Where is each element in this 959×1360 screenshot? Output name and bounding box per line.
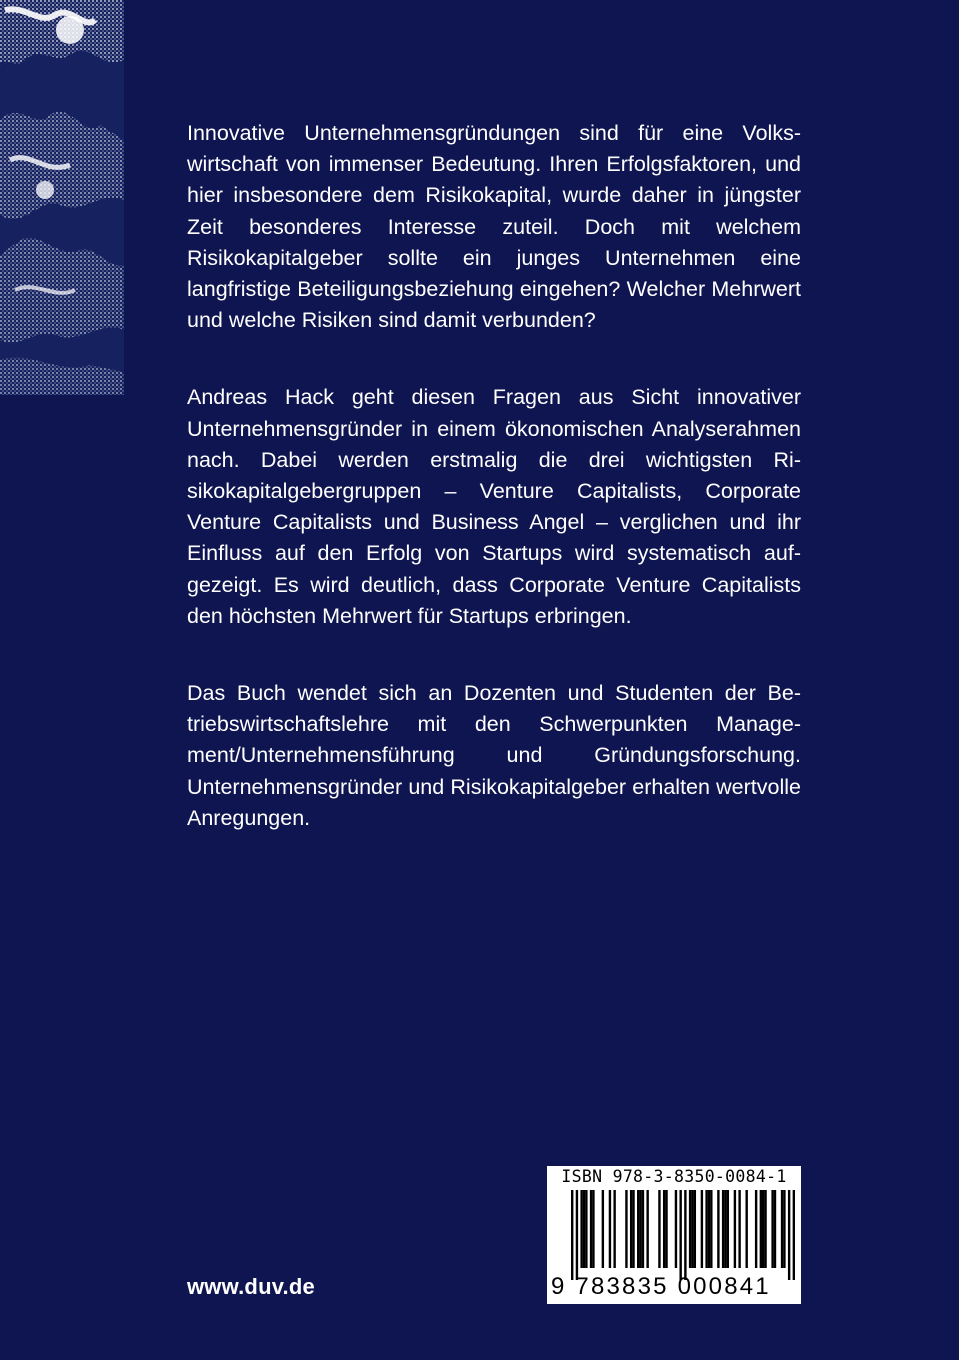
barcode-bars xyxy=(553,1190,795,1280)
barcode-bar xyxy=(701,1190,703,1268)
barcode-bar xyxy=(745,1190,747,1268)
barcode-bar xyxy=(583,1190,585,1268)
barcode-bar xyxy=(663,1190,665,1268)
blurb-paragraph-3: Das Buch wendet sich an Dozenten und Studenten der Betriebswirtschaftslehre mit den Schwerpunkten Management/Unternehmensführung und Gründungsforschung. Unternehmensgründer und Risikokapitalgeber erhalten wertvolle Anregungen. xyxy=(187,681,801,830)
barcode-bar xyxy=(738,1190,740,1268)
barcode-bar xyxy=(722,1190,724,1268)
barcode-bar xyxy=(602,1190,604,1268)
barcode-bar xyxy=(717,1190,719,1268)
barcode-bar xyxy=(788,1190,790,1280)
barcode-bar xyxy=(781,1190,783,1268)
barcode-bar xyxy=(708,1190,710,1268)
barcode-bar xyxy=(630,1190,632,1268)
blurb-paragraph-2: Andreas Hack geht diesen Fragen aus Sicht innovativer Unternehmensgründer in einem ökonomischen Analyserahmen nach. Dabei werden erstmalig die drei wichtigsten Risikokapitalgebergruppen – Venture Capitalists, Corporate Venture Capitalists und Business Angel – verglichen und ihr Einfluss auf den Erfolg von Startups wird systematisch aufgezeigt. Es wird deutlich, dass Corporate Venture Capitalists den höchsten Mehrwert für Startups erbringen. xyxy=(187,385,801,628)
barcode-bar xyxy=(571,1190,573,1280)
barcode-bar xyxy=(783,1190,785,1268)
barcode-bar xyxy=(755,1190,757,1268)
publisher-url[interactable]: www.duv.de xyxy=(187,1274,315,1299)
barcode-bar xyxy=(705,1190,707,1268)
barcode-bar xyxy=(734,1190,736,1268)
barcode-bar xyxy=(684,1190,686,1280)
barcode-bar xyxy=(632,1190,634,1268)
isbn-label: ISBN 978-3-8350-0084-1 xyxy=(561,1167,787,1186)
barcode-bar xyxy=(793,1190,795,1280)
barcode-bar xyxy=(774,1190,776,1268)
barcode-bar xyxy=(590,1190,592,1268)
barcode-bar xyxy=(658,1190,660,1268)
barcode-bar xyxy=(585,1190,587,1268)
barcode-bar xyxy=(694,1190,696,1268)
barcode-bar xyxy=(576,1190,578,1280)
barcode-bar xyxy=(689,1190,691,1268)
blurb-paragraph-1: Innovative Unternehmensgründungen sind für eine Volkswirtschaft von immenser Bedeutung. Ihren Erfolgsfaktoren, und hier insbesondere dem Risikokapital, wurde daher in jüngster Zeit besonderes Interesse zuteil. Doch mit welchem Risikokapitalgeber sollte ein junges Unternehmen eine langfristige Beteiligungsbeziehung eingehen? Welcher Mehrwert und welche Risiken sind damit verbunden? xyxy=(187,121,801,333)
barcode-bar xyxy=(637,1190,639,1268)
barcode-bar xyxy=(724,1190,726,1268)
barcode-bar xyxy=(727,1190,729,1268)
barcode-bar xyxy=(625,1190,627,1268)
barcode-bar xyxy=(609,1190,611,1268)
barcode-bar xyxy=(642,1190,644,1268)
barcode-bar xyxy=(675,1190,677,1268)
barcode-bar xyxy=(771,1190,773,1268)
back-cover-blurb xyxy=(187,118,801,880)
barcode-bar xyxy=(639,1190,641,1268)
barcode-bar xyxy=(646,1190,648,1268)
globe-illustration xyxy=(0,0,124,395)
barcode-bar xyxy=(592,1190,594,1268)
barcode-bar xyxy=(580,1190,582,1268)
barcode-bar xyxy=(710,1190,712,1268)
barcode-bar xyxy=(762,1190,764,1268)
isbn-barcode xyxy=(547,1166,801,1304)
barcode-bar xyxy=(691,1190,693,1268)
ean-digits: 9 783835 000841 xyxy=(551,1273,771,1300)
barcode-bar xyxy=(764,1190,766,1268)
barcode-bar xyxy=(679,1190,681,1280)
barcode-bar xyxy=(760,1190,762,1268)
barcode-bar xyxy=(613,1190,615,1268)
barcode-bar xyxy=(665,1190,667,1268)
